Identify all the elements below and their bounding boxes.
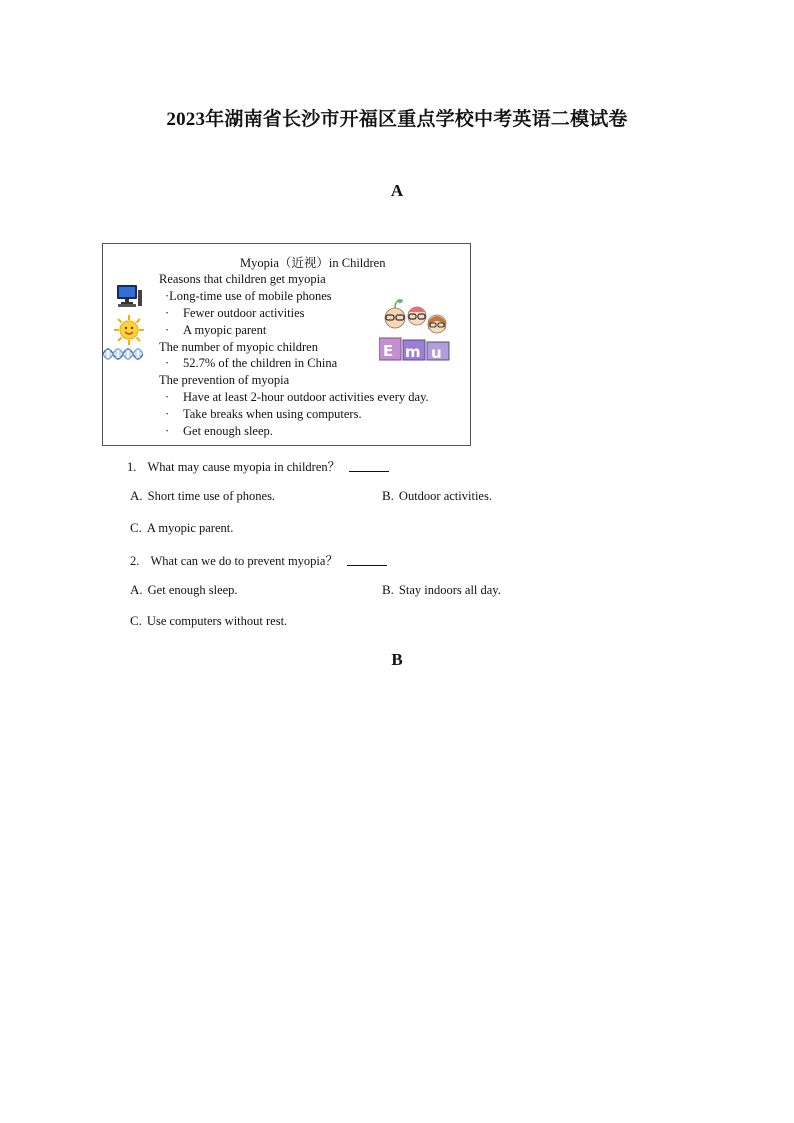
logo-letter: m [405,343,421,361]
option-1a[interactable]: A. Short time use of phones. [130,488,276,503]
answer-blank[interactable] [349,470,389,472]
dna-icon [103,344,143,364]
page-title: 2023年湖南省长沙市开福区重点学校中考英语二模试卷 [166,109,628,130]
reasons-heading: Reasons that children get myopia [159,272,326,286]
option-2c[interactable]: C. Use computers without rest. [130,613,288,628]
number-item: · 52.7% of the children in China [165,356,338,370]
number-heading: The number of myopic children [159,340,318,354]
section-a-heading: A [390,181,404,200]
question-text: What can we do to prevent myopia？ [150,554,338,568]
children-glasses-icon [379,298,451,364]
question-number: 2. [130,554,140,568]
question-number: 1. [127,460,137,474]
reason-item: · Fewer outdoor activities [165,306,305,320]
option-2b[interactable]: B. Stay indoors all day. [382,582,501,597]
passage-box [102,243,471,446]
option-1c[interactable]: C. A myopic parent. [130,520,234,535]
sun-icon [113,314,145,346]
question-1 [127,457,389,475]
section-b-heading: B [391,650,403,669]
logo-letter: u [431,344,442,362]
prevention-heading: The prevention of myopia [159,373,290,387]
logo-letter: E [383,342,394,360]
question-2 [130,551,387,569]
passage-heading: Myopia（近视）in Children [240,256,386,270]
question-text: What may cause myopia in children？ [147,460,341,474]
option-2a[interactable]: A. Get enough sleep. [130,582,238,597]
reason-item: ·Long-time use of mobile phones [165,289,332,303]
reason-item: · A myopic parent [165,323,267,337]
prevention-item: · Take breaks when using computers. [165,407,362,421]
prevention-item: · Have at least 2-hour outdoor activities every day. [165,390,429,404]
answer-blank[interactable] [347,564,387,566]
option-1b[interactable]: B. Outdoor activities. [382,488,492,503]
computer-icon [115,284,143,308]
prevention-item: · Get enough sleep. [165,424,273,438]
